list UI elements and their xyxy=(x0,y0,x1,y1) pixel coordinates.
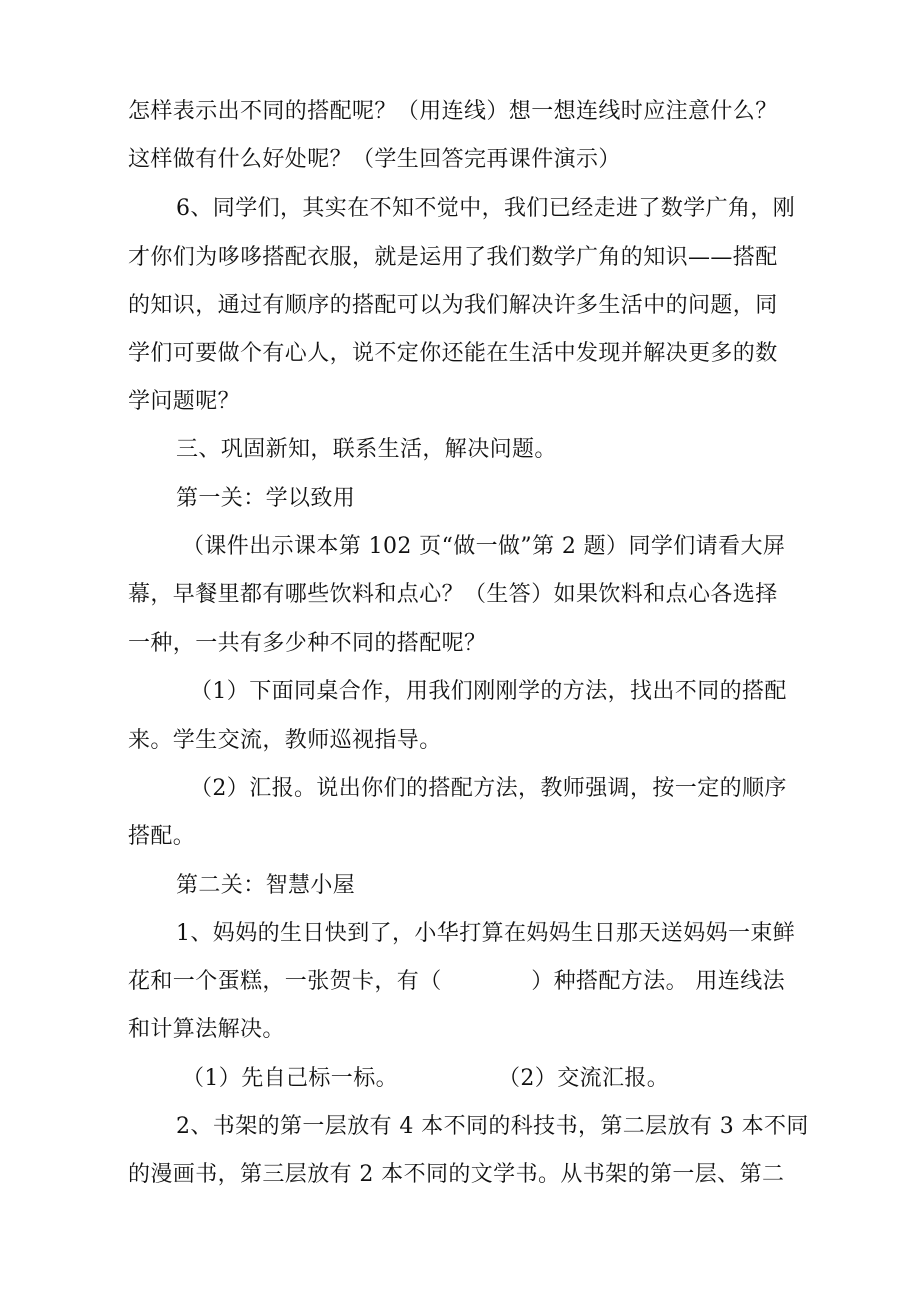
text-line: 2、书架的第一层放有 4 本不同的科技书，第二层放有 3 本不同 xyxy=(176,1114,809,1139)
text-line: （1）下面同桌合作，用我们刚刚学的方法，找出不同的搭配 xyxy=(190,679,787,704)
text-line: （课件出示课本第 102 页“做一做”第 2 题）同学们请看大屏 xyxy=(182,534,786,559)
text-line: 幕，早餐里都有哪些饮料和点心？（生答）如果饮料和点心各选择 xyxy=(128,582,778,607)
text-line: 6、同学们，其实在不知不觉中，我们已经走进了数学广角，刚 xyxy=(176,196,796,221)
text-line: 和计算法解决。 xyxy=(128,1017,285,1042)
text-line: 学们可要做个有心人，说不定你还能在生活中发现并解决更多的数 xyxy=(128,341,778,366)
text-line: 怎样表示出不同的搭配呢？（用连线）想一想连线时应注意什么？ xyxy=(128,99,778,124)
text-line: 学问题呢？ xyxy=(128,389,241,414)
section-heading: 三、巩固新知，联系生活，解决问题。 xyxy=(176,437,557,462)
text-line: 一种，一共有多少种不同的搭配呢？ xyxy=(128,631,487,656)
text-line: 的知识，通过有顺序的搭配可以为我们解决许多生活中的问题，同 xyxy=(128,293,778,318)
subsection-heading: 第二关：智慧小屋 xyxy=(176,873,356,898)
text-line: （2）汇报。说出你们的搭配方法，教师强调，按一定的顺序 xyxy=(190,776,787,801)
text-line: （1）先自己标一标。 xyxy=(182,1066,398,1091)
text-line: 来。学生交流，教师巡视指导。 xyxy=(128,728,442,753)
text-line: 的漫画书，第三层放有 2 本不同的文学书。从书架的第一层、第二 xyxy=(128,1162,785,1187)
text-line: 花和一个蛋糕，一张贺卡，有（ ）种搭配方法。 用连线法 xyxy=(128,969,785,994)
text-line: 这样做有什么好处呢？（学生回答完再课件演示） xyxy=(128,147,621,172)
text-line: 才你们为哆哆搭配衣服，就是运用了我们数学广角的知识——搭配 xyxy=(128,245,778,270)
text-line: （2）交流汇报。 xyxy=(498,1066,670,1091)
subsection-heading: 第一关：学以致用 xyxy=(176,486,356,511)
text-line: 1、妈妈的生日快到了，小华打算在妈妈生日那天送妈妈一束鲜 xyxy=(176,921,796,946)
text-line: 搭配。 xyxy=(128,824,196,849)
